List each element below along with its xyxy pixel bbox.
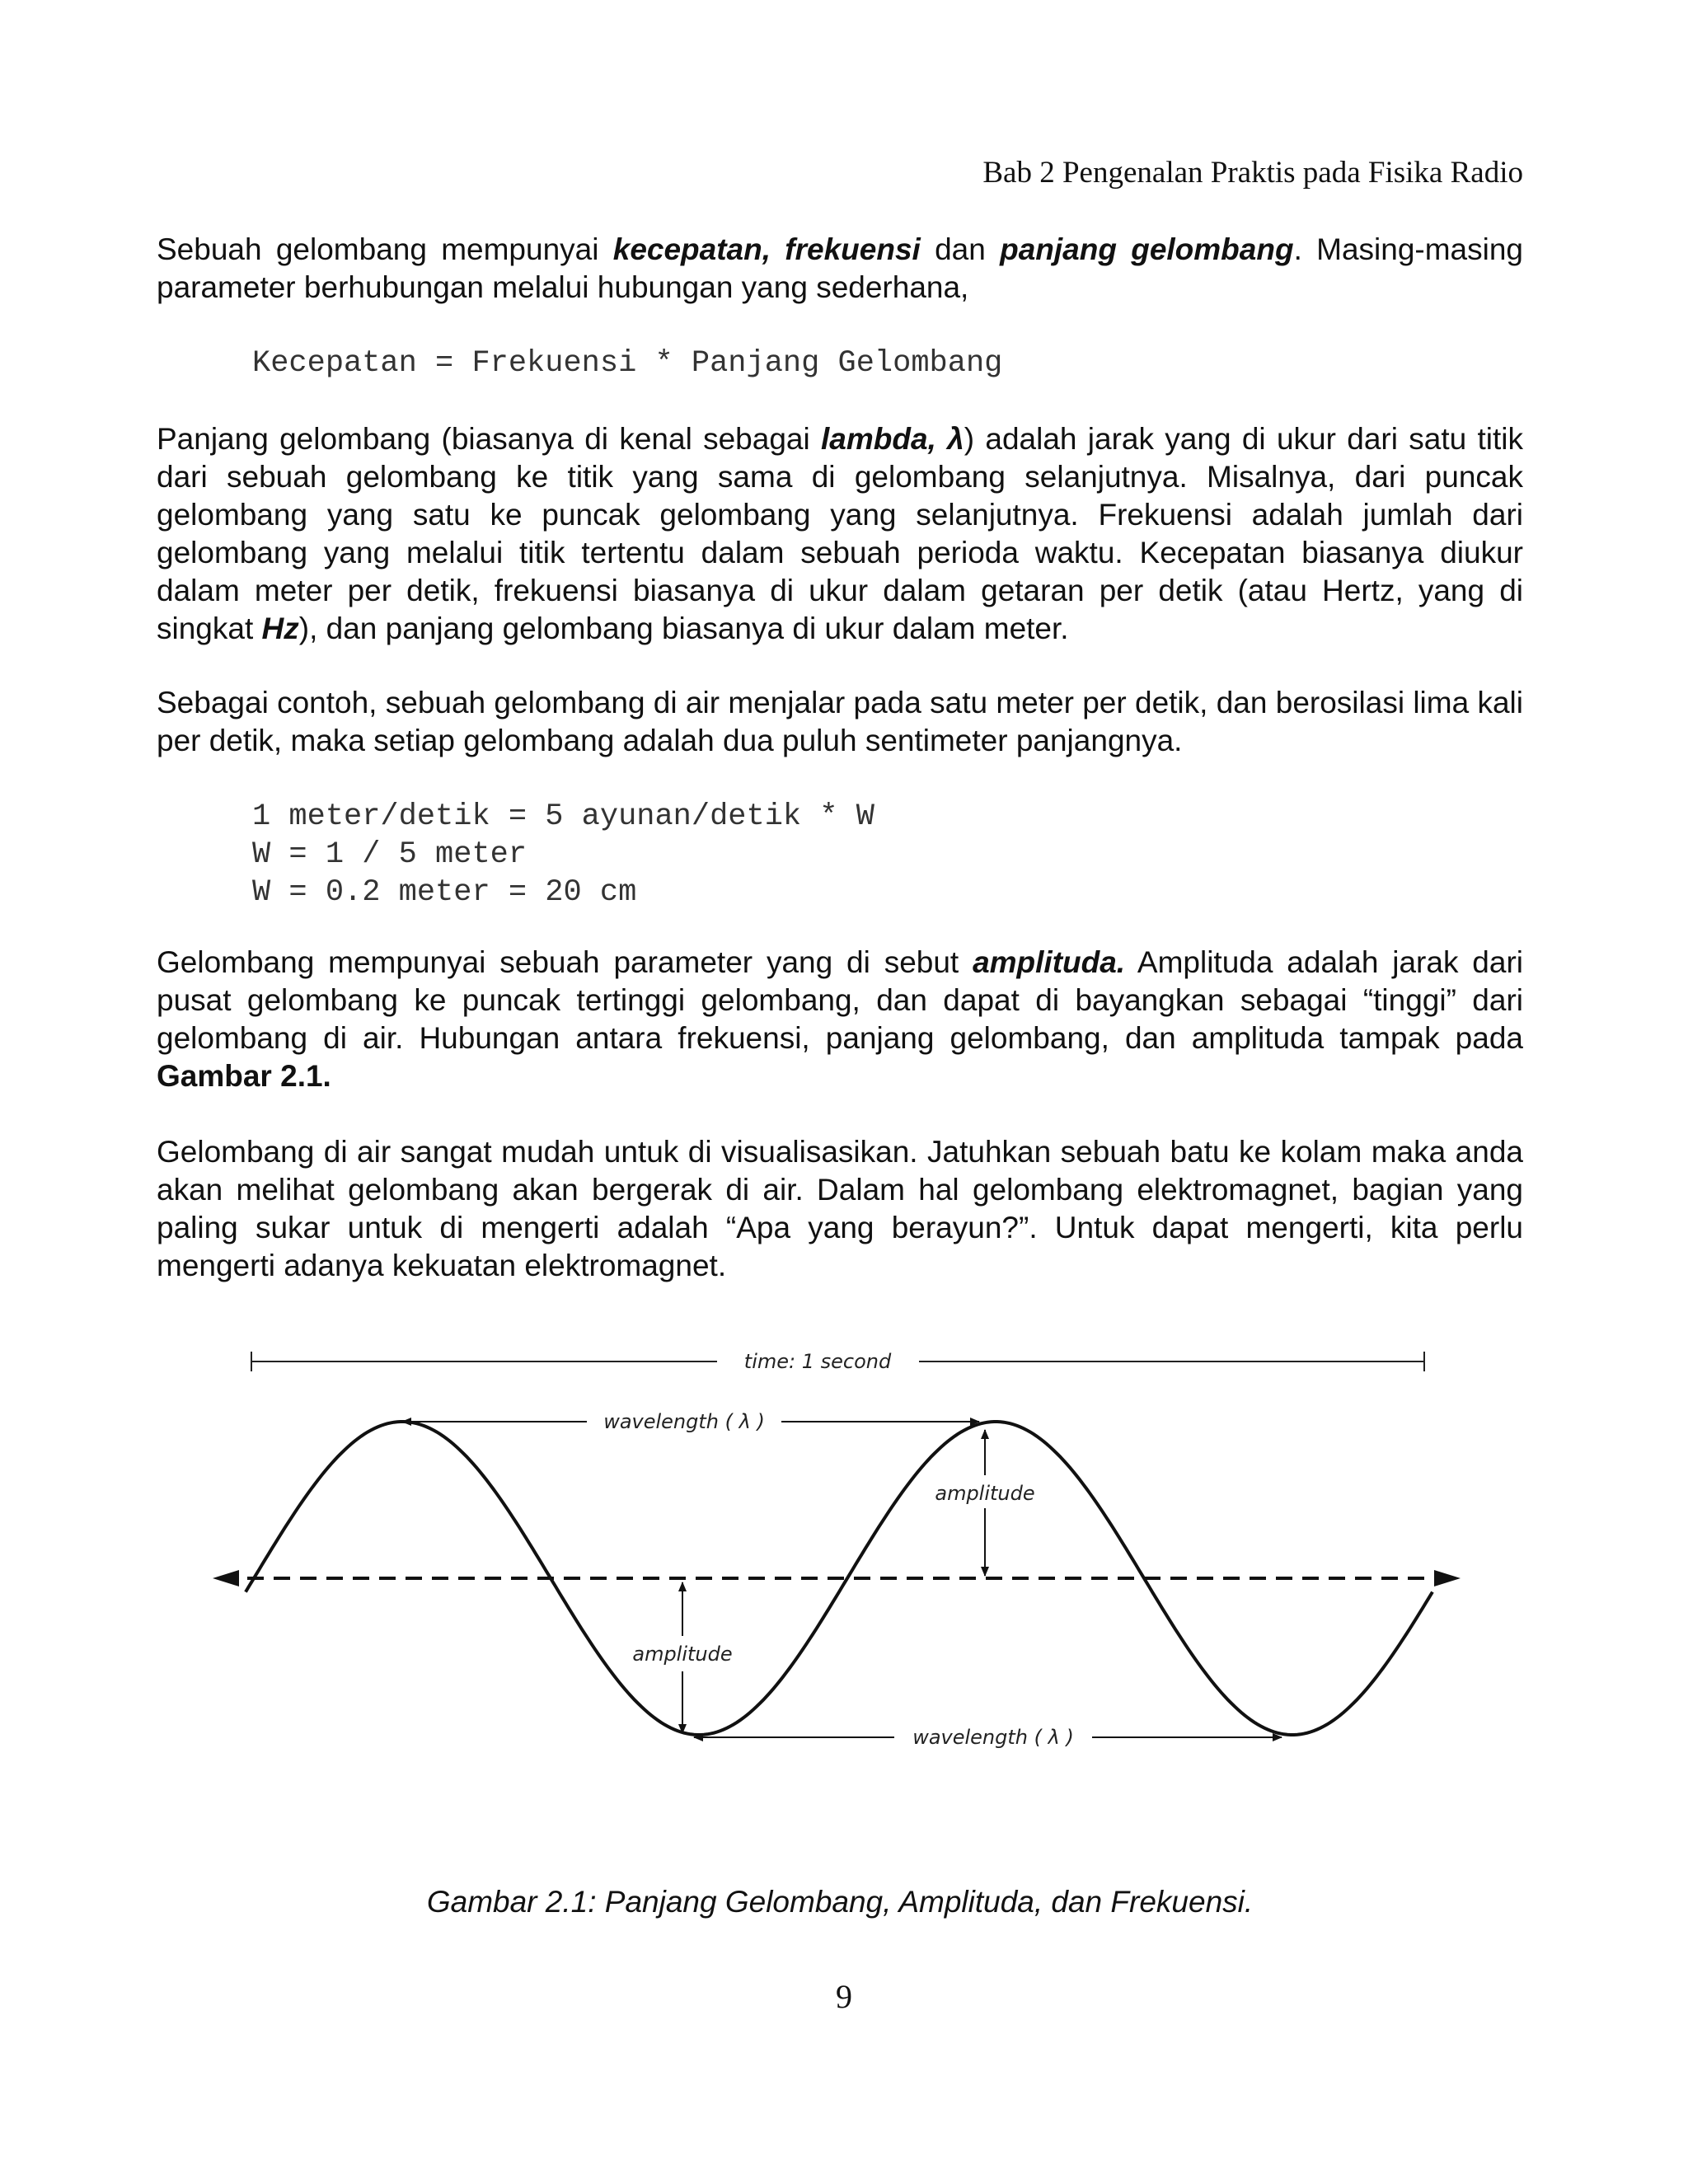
axis-right-arrow-icon xyxy=(1434,1570,1461,1586)
paragraph-example: Sebagai contoh, sebuah gelombang di air menjalar pada satu meter per detik, dan berosilasi lima kali per detik, maka setiap gelombang adalah dua puluh sentimeter panjangnya. xyxy=(157,686,1523,757)
page-number: 9 xyxy=(836,1978,852,2015)
calculation-line-3: W = 0.2 meter = 20 cm xyxy=(252,875,637,910)
wave-diagram xyxy=(206,1343,1492,1772)
calculation-line-2: W = 1 / 5 meter xyxy=(252,837,528,872)
running-header: Bab 2 Pengenalan Praktis pada Fisika Radio xyxy=(982,156,1523,190)
wavelength-label-bottom: wavelength ( λ ) xyxy=(912,1726,1074,1749)
axis-left-arrow-icon xyxy=(213,1570,239,1586)
paragraph-wavelength-definition: Panjang gelombang (biasanya di kenal sebagai lambda, λ) adalah jarak yang di ukur dari satu titik dari sebuah gelombang ke titik yang sama di gelombang selanjutnya. Misalnya, dari puncak gelombang yang satu ke puncak gelombang yang selanjutnya. Frekuensi adalah jumlah dari gelombang yang melalui titik tertentu dalam sebuah perioda waktu. Kecepatan biasanya diukur dalam meter per detik, frekuensi biasanya di ukur dalam getaran per detik (atau Hertz, yang di singkat Hz), dan panjang gelombang biasanya di ukur dalam meter. xyxy=(157,422,1523,645)
figure-caption: Gambar 2.1: Panjang Gelombang, Amplituda, dan Frekuensi. xyxy=(426,1885,1254,1919)
paragraph-amplitude: Gelombang mempunyai sebuah parameter yang di sebut amplituda. Amplituda adalah jarak dari pusat gelombang ke puncak tertinggi gelombang, dan dapat di bayangkan sebagai “tinggi” dari gelombang di air. Hubungan antara frekuensi, panjang gelombang, dan amplituda tampak pada Gambar 2.1. xyxy=(157,945,1523,1093)
amplitude-label-right: amplitude xyxy=(935,1482,1035,1505)
amplitude-label-left: amplitude xyxy=(632,1643,733,1666)
paragraph-visualization: Gelombang di air sangat mudah untuk di visualisasikan. Jatuhkan sebuah batu ke kolam maka anda akan melihat gelombang akan bergerak di air. Dalam hal gelombang elektromagnet, bagian yang paling sukar untuk di mengerti adalah “Apa yang berayun?”. Untuk dapat mengerti, kita perlu mengerti adanya kekuatan elektromagnet. xyxy=(157,1135,1523,1282)
formula-speed: Kecepatan = Frekuensi * Panjang Gelombang xyxy=(252,346,1003,381)
calculation-line-1: 1 meter/detik = 5 ayunan/detik * W xyxy=(252,799,874,834)
paragraph-wave-parameters: Sebuah gelombang mempunyai kecepatan, frekuensi dan panjang gelombang. Masing-masing parameter berhubungan melalui hubungan yang sederhana, xyxy=(157,232,1524,304)
time-label: time: 1 second xyxy=(743,1350,892,1373)
wavelength-label-top: wavelength ( λ ) xyxy=(603,1410,765,1433)
